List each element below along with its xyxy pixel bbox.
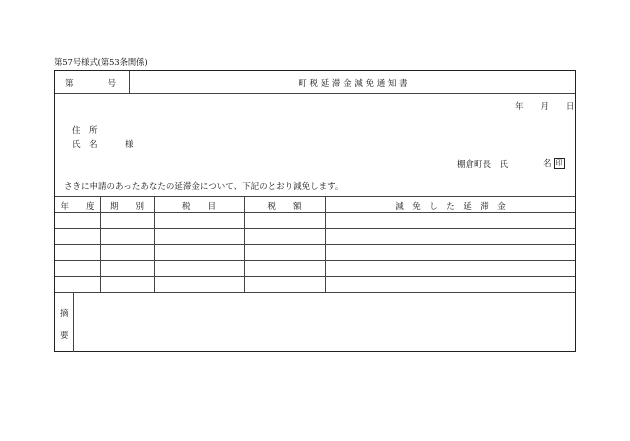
issuer-suffix-text: 名 <box>543 159 552 169</box>
col-header-tax-amount: 税 額 <box>267 202 302 212</box>
honorific: 様 <box>125 140 134 150</box>
table-header-line <box>55 212 575 213</box>
seal-mark: 印 <box>555 159 563 167</box>
table-top-line <box>55 196 575 197</box>
form-code: 第57号様式(第53条関係) <box>54 58 148 68</box>
remarks-label-bottom: 要 <box>60 331 69 341</box>
notice-form <box>54 70 576 352</box>
table-row-line <box>55 228 575 229</box>
table-row-line <box>55 276 575 277</box>
form-title: 町 税 延 滞 金 減 免 通 知 書 <box>298 79 408 89</box>
col-header-fiscal-year: 年 度 <box>60 202 95 212</box>
table-row-line <box>55 244 575 245</box>
name-label: 氏 名 <box>72 140 98 150</box>
col-header-reduced-penalty: 減 免 し た 延 滞 金 <box>395 202 506 212</box>
col-header-period: 期 別 <box>109 202 144 212</box>
remarks-field <box>74 293 576 351</box>
issuer-name-suffix <box>543 157 565 169</box>
notice-text: さきに申請のあったあなたの延滞金について、下記のとおり減免します。 <box>64 182 344 192</box>
issuer-name: 棚倉町長 氏 <box>457 160 509 170</box>
address-label: 住 所 <box>72 126 98 136</box>
issue-date: 年 月 日 <box>515 102 575 112</box>
header-bottom-line <box>55 93 575 94</box>
remarks-label-top: 摘 <box>60 309 69 319</box>
notice-number-label: 第 号 <box>65 79 117 89</box>
col-header-tax-item: 税 目 <box>181 202 216 212</box>
table-row-line <box>55 260 575 261</box>
